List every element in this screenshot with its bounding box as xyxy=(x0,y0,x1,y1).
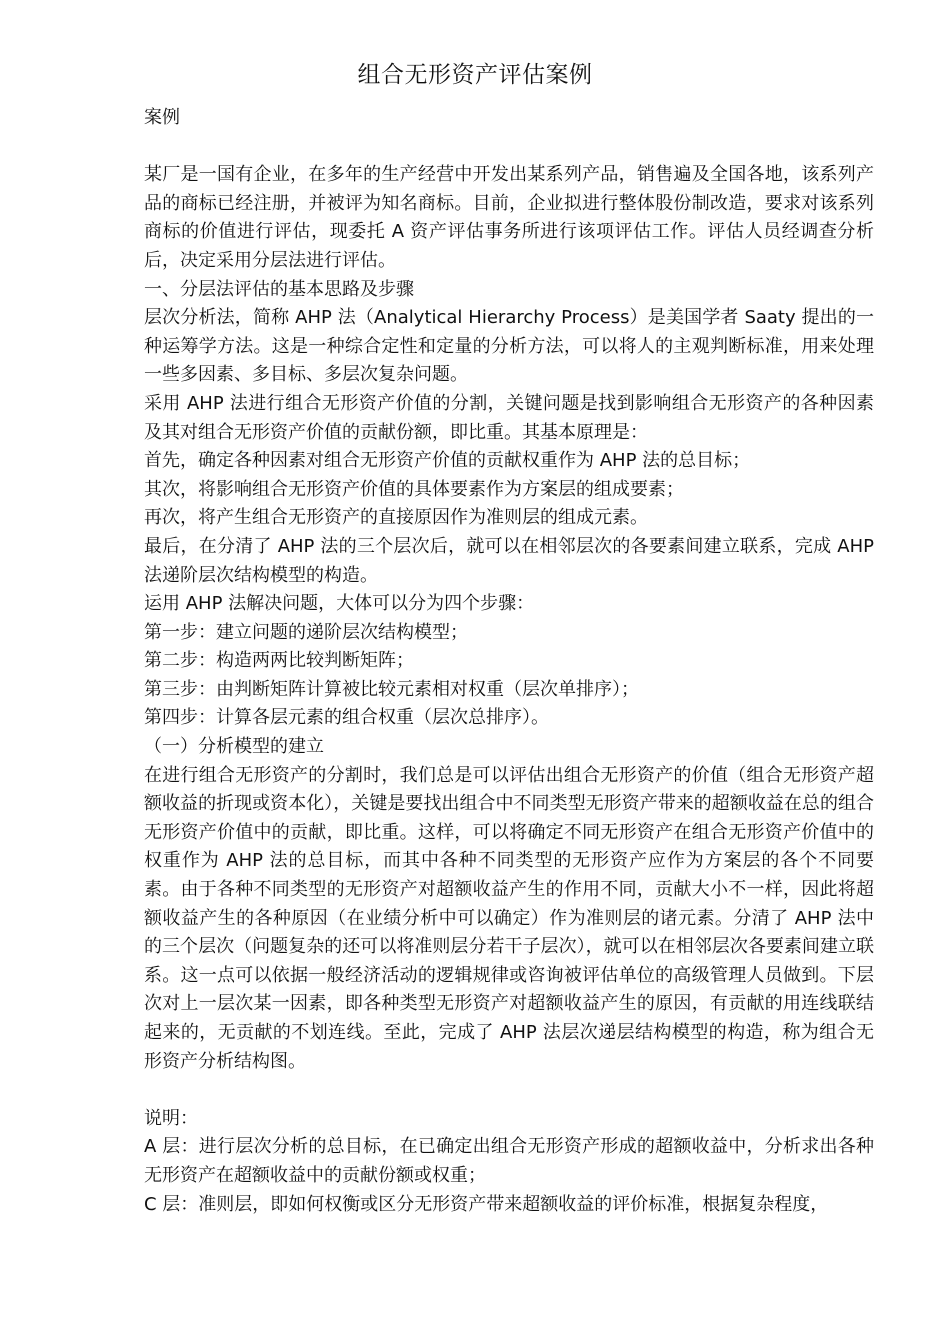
paragraph-layer-a: A 层：进行层次分析的总目标，在已确定出组合无形资产形成的超额收益中，分析求出各种无形资产在超额收益中的贡献份额或权重； xyxy=(144,1136,874,1186)
paragraph-third: 再次，将产生组合无形资产的直接原因作为准则层的组成元素。 xyxy=(144,507,648,529)
step-4: 第四步：计算各层元素的组合权重（层次总排序）。 xyxy=(144,707,549,729)
step-3: 第三步：由判断矩阵计算被比较元素相对权重（层次单排序）； xyxy=(144,678,639,700)
paragraph-ahp-definition: 层次分析法，简称 AHP 法（Analytical Hierarchy Process）是美国学者 Saaty 提出的一种运筹学方法。这是一种综合定性和定量的分析方法，可以将人的主观判断标准，用来处理一些多因素、多目标、多层次复杂问题。 xyxy=(144,307,874,386)
paragraph-second: 其次，将影响组合无形资产价值的具体要素作为方案层的组成要素； xyxy=(144,478,684,500)
paragraph-first: 首先，确定各种因素对组合无形资产价值的贡献权重作为 AHP 法的总目标； xyxy=(144,450,751,472)
heading-note: 说明： xyxy=(144,1107,198,1129)
step-1: 第一步：建立问题的递阶层次结构模型； xyxy=(144,621,468,643)
document-title: 组合无形资产评估案例 xyxy=(357,62,593,88)
heading-section-1: 一、分层法评估的基本思路及步骤 xyxy=(144,278,414,300)
paragraph-model: 在进行组合无形资产的分割时，我们总是可以评估出组合无形资产的价值（组合无形资产超额收益的折现或资本化），关键是要找出组合中不同类型无形资产带来的超额收益在总的组合无形资产价值中的贡献，即比重。这样，可以将确定不同无形资产在组合无形资产价值中的权重作为 AHP 法的总目标，而其中各种不同类型的无形资产应作为方案层的各个不同要素。由于各种不同类型的无形资产对超额收益产生的作用不同，贡献大小不一样，因此将超额收益产生的各种原因（在业绩分析中可以确定）作为准则层的诸元素。分清了 AHP 法中的三个层次（问题复杂的还可以将准则层分若干子层次），就可以在相邻层次各要素间建立联系。这一点可以依据一般经济活动的逻辑规律或咨询被评估单位的高级管理人员做到。下层次对上一层次某一因素，即各种类型无形资产对超额收益产生的原因，有贡献的用连线联结起来的，无贡献的不划连线。至此，完成了 AHP 法层次递层结构模型的构造，称为组合无形资产分析结构图。 xyxy=(144,764,874,1072)
heading-subsection-1: （一）分析模型的建立 xyxy=(144,736,324,758)
blank-line xyxy=(144,133,874,162)
document-body xyxy=(144,104,874,1219)
paragraph-ahp-principle: 采用 AHP 法进行组合无形资产价值的分割，关键问题是找到影响组合无形资产的各种因素及其对组合无形资产价值的贡献份额，即比重。其基本原理是： xyxy=(144,392,874,443)
paragraph-steps-intro: 运用 AHP 法解决问题，大体可以分为四个步骤： xyxy=(144,593,535,615)
blank-line xyxy=(144,1076,874,1105)
paragraph-intro: 某厂是一国有企业，在多年的生产经营中开发出某系列产品，销售遍及全国各地，该系列产品的商标已经注册，并被评为知名商标。目前，企业拟进行整体股份制改造，要求对该系列商标的价值进行评估，现委托 A 资产评估事务所进行该项评估工作。评估人员经调查分析后，决定采用分层法进行评估。 xyxy=(144,164,874,271)
paragraph-last: 最后，在分清了 AHP 法的三个层次后，就可以在相邻层次的各要素间建立联系，完成 AHP 法递阶层次结构模型的构造。 xyxy=(144,535,874,586)
paragraph-layer-c: C 层：准则层，即如何权衡或区分无形资产带来超额收益的评价标准，根据复杂程度， xyxy=(144,1193,829,1215)
section-label-case: 案例 xyxy=(144,107,180,128)
step-2: 第二步：构造两两比较判断矩阵； xyxy=(144,650,414,672)
